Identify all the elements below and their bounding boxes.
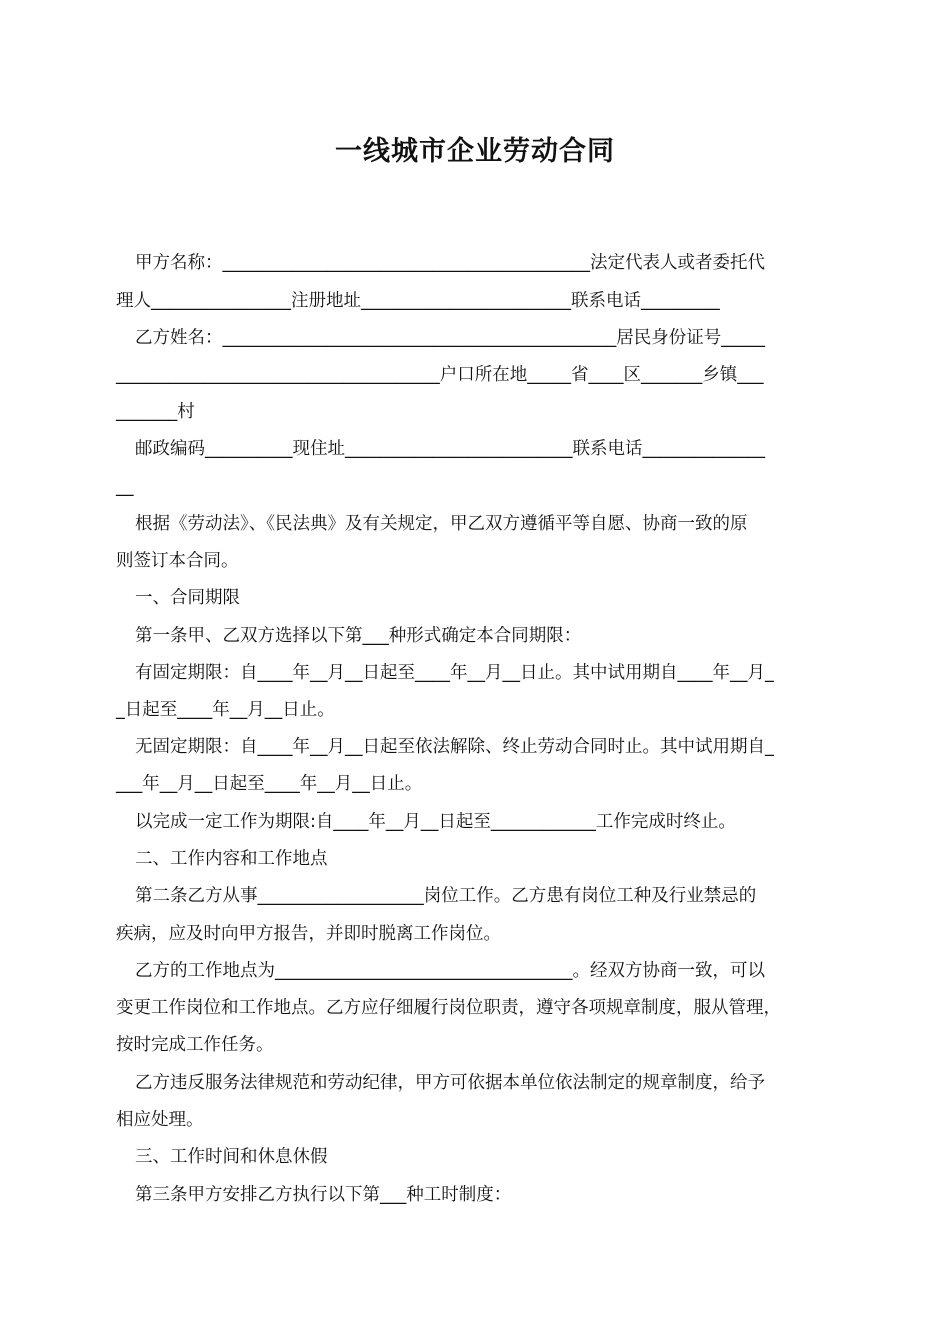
fixed-term-line: 有固定期限：自____年__月__日起至____年__月__日止。其中试用期自____年__月_ [135,663,774,683]
article-1-line: 第一条甲、乙双方选择以下第___种形式确定本合同期限： [135,626,582,646]
article-3-line: 第三条甲方安排乙方执行以下第___种工时制度： [135,1185,512,1205]
discipline-line: 乙方违反服务法律规范和劳动纪律，甲方可依据本单位依法制定的规章制度，给予 [135,1073,765,1093]
discipline-line-cont: 相应处理。 [116,1110,204,1130]
postal-code-line: 邮政编码__________现住址__________________________联系电话______________ [135,439,765,459]
preamble-line: 根据《劳动法》、《民法典》及有关规定，甲乙双方遵循平等自愿、协商一致的原 [135,514,748,534]
party-b-village-line: _______村 [116,402,195,422]
task-term-line: 以完成一定工作为期限:自____年__月__日起至____________工作完成时终止。 [135,812,736,832]
party-a-name-line: 甲方名称：__________________________________________法定代表人或者委托代 [135,253,765,273]
document-title: 一线城市企业劳动合同 [335,136,615,167]
open-term-line-cont: ___年__月__日起至____年__月__日止。 [116,774,423,794]
fixed-term-line-cont: _日起至____年__月__日止。 [116,700,335,720]
section-heading-work: 二、工作内容和工作地点 [135,849,328,869]
workplace-line-cont: 变更工作岗位和工作地点。乙方应仔细履行岗位职责，遵守各项规章制度，服从管理， [116,998,781,1018]
preamble-line-cont: 则签订本合同。 [116,551,239,571]
party-a-agent-line: 理人________________注册地址________________________联系电话_________ [116,291,720,311]
workplace-line-end: 按时完成工作任务。 [116,1035,274,1055]
party-b-name-line: 乙方姓名：_____________________________________________居民身份证号_____ [135,328,765,348]
section-heading-term: 一、合同期限 [135,588,240,608]
workplace-line: 乙方的工作地点为__________________________________。经双方协商一致，可以 [135,961,765,981]
article-2-line-cont: 疾病，应及时向甲方报告，并即时脱离工作岗位。 [116,924,501,944]
party-b-residence-line: _____________________________________户口所在地_____省____区_______乡镇___ [116,365,764,385]
article-2-line: 第二条乙方从事___________________岗位工作。乙方患有岗位工种及行业禁忌的 [135,886,757,906]
open-term-line: 无固定期限：自____年__月__日起至依法解除、终止劳动合同时止。其中试用期自_ [135,737,774,757]
section-heading-hours: 三、工作时间和休息休假 [135,1147,328,1167]
postal-code-line-cont: __ [116,477,134,497]
